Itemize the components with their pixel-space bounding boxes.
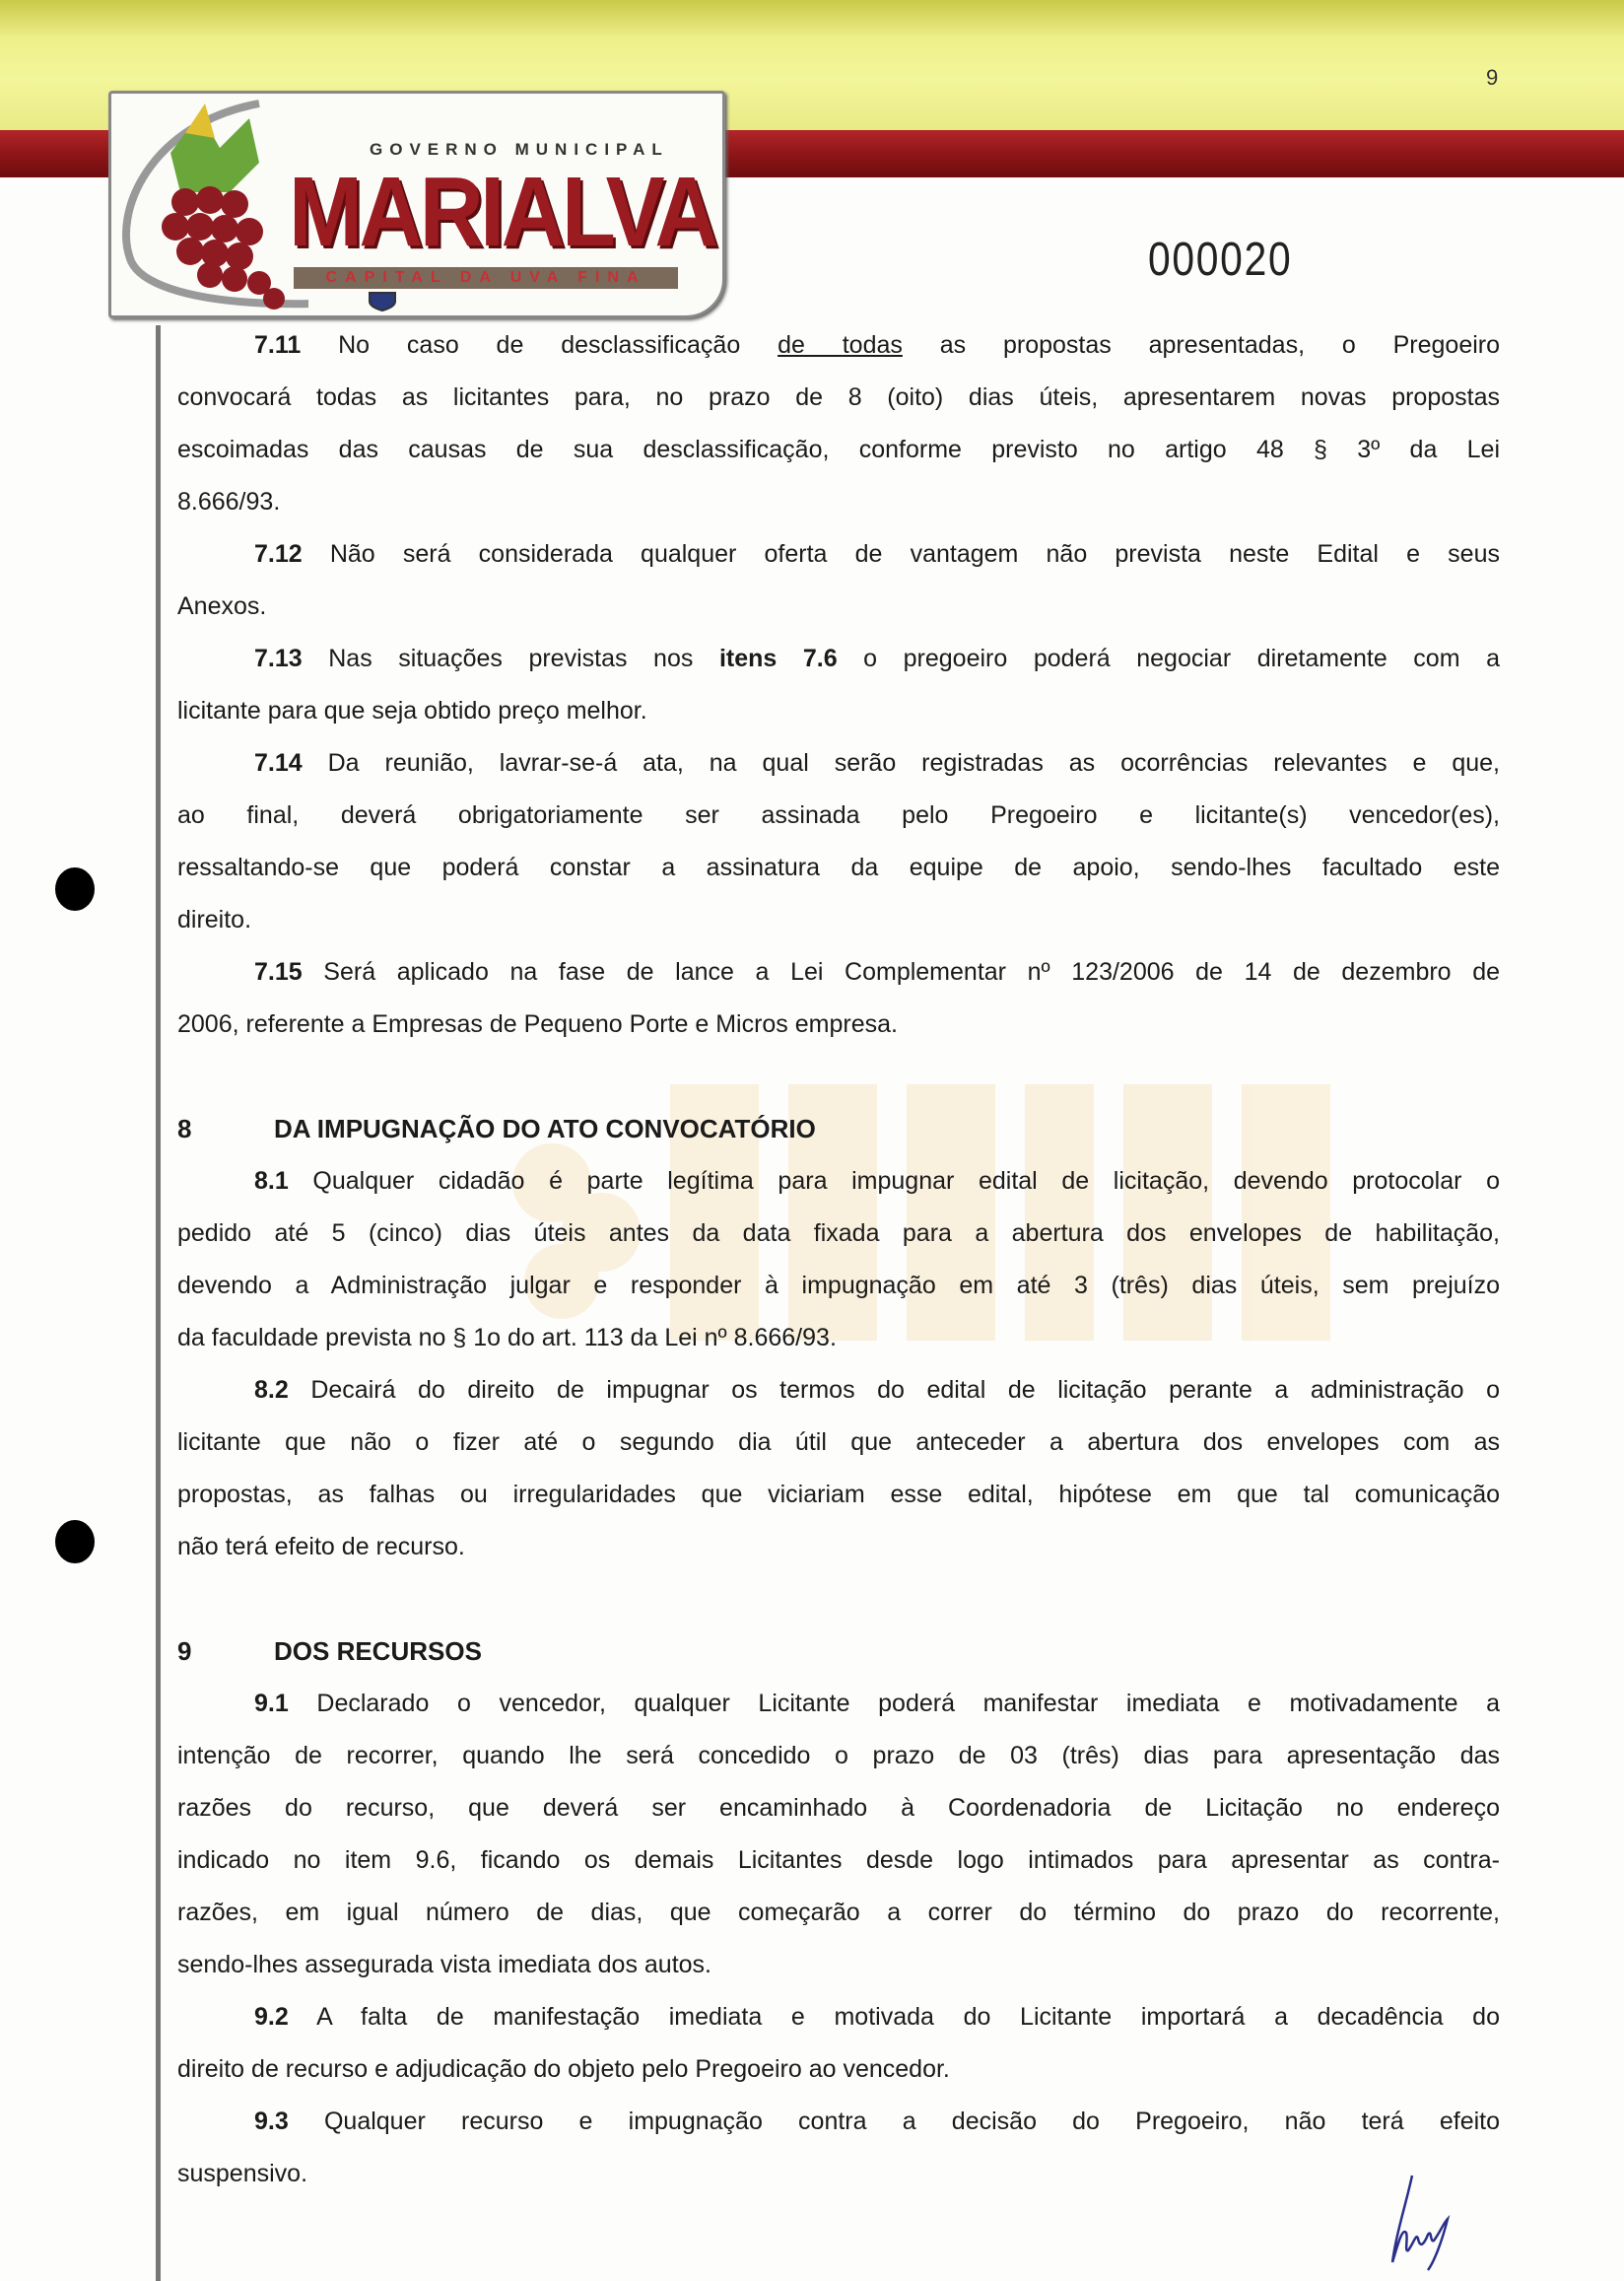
text-segment: Da reunião, lavrar-se-á ata, na qual serão registradas as ocorrências relevantes e que,	[327, 749, 1500, 777]
text-segment: razões, em igual número de dias, que começarão a correr do término do prazo do recorrente,	[177, 1899, 1500, 1926]
text-segment: convocará todas as licitantes para, no prazo de 8 (oito) dias úteis, apresentarem novas propostas	[177, 383, 1500, 411]
clause-number: 7.15	[254, 958, 303, 986]
section-heading	[177, 1625, 1500, 1678]
text-segment: No caso de desclassificação	[338, 331, 778, 359]
text-segment: Não será considerada qualquer oferta de vantagem não prevista neste Edital e seus	[329, 540, 1500, 568]
paragraph-line	[177, 476, 1500, 528]
text-segment: ao final, deverá obrigatoriamente ser assinada pelo Pregoeiro e licitante(s) vencedor(es),	[177, 801, 1500, 829]
clause-number: 7.14	[254, 749, 303, 777]
punch-hole	[55, 867, 95, 911]
text-segment: as propostas apresentadas, o Pregoeiro	[902, 331, 1501, 359]
paragraph-line	[177, 685, 1500, 737]
signature	[1385, 2174, 1503, 2272]
text-segment: licitante para que seja obtido preço melhor.	[177, 697, 647, 725]
text-segment: Qualquer cidadão é parte legítima para impugnar edital de licitação, devendo protocolar o	[312, 1167, 1500, 1195]
section-heading	[177, 1103, 1500, 1155]
paragraph-line	[177, 1312, 1500, 1364]
paragraph-line	[177, 1364, 1500, 1417]
paragraph-line	[177, 2148, 1500, 2200]
text-segment: indicado no item 9.6, ficando os demais Licitantes desde logo intimados para apresentar as contra-	[177, 1846, 1500, 1874]
paragraph-line	[177, 790, 1500, 842]
clause-number: 9.2	[254, 2003, 289, 2031]
emphasized-text: itens 7.6	[718, 645, 838, 672]
clause-number: 9.3	[254, 2108, 289, 2135]
paragraph-line	[177, 1678, 1500, 1730]
clause-number: 8.2	[254, 1376, 289, 1404]
section-title: DA IMPUGNAÇÃO DO ATO CONVOCATÓRIO	[274, 1114, 816, 1143]
text-segment: suspensivo.	[177, 2160, 308, 2187]
text-segment: da faculdade prevista no § 1o do art. 113 da Lei nº 8.666/93.	[177, 1324, 837, 1351]
text-segment: direito de recurso e adjudicação do objeto pelo Pregoeiro ao vencedor.	[177, 2055, 950, 2083]
text-segment: Declarado o vencedor, qualquer Licitante poderá manifestar imediata e motivadamente a	[316, 1690, 1500, 1717]
paragraph-line	[177, 1208, 1500, 1260]
paragraph-line	[177, 1521, 1500, 1573]
text-segment: Anexos.	[177, 592, 267, 620]
text-segment: propostas, as falhas ou irregularidades que viciariam esse edital, hipótese em que tal comunicação	[177, 1481, 1500, 1508]
paragraph-line	[177, 1991, 1500, 2043]
paragraph-line	[177, 372, 1500, 424]
paragraph-line	[177, 1782, 1500, 1834]
coat-of-arms-icon	[366, 290, 399, 311]
text-segment: escoimadas das causas de sua desclassificação, conforme previsto no artigo 48 § 3º da Lei	[177, 436, 1500, 463]
paragraph-line	[177, 999, 1500, 1051]
paragraph-line	[177, 842, 1500, 894]
logo-city-name: MARIALVA	[289, 157, 715, 267]
page-number: 9	[1486, 65, 1499, 90]
paragraph-line	[177, 633, 1500, 685]
clause-number: 8.1	[254, 1167, 289, 1195]
paragraph-line	[177, 1469, 1500, 1521]
text-segment: 8.666/93.	[177, 488, 281, 516]
text-segment: intenção de recorrer, quando lhe será concedido o prazo de 03 (três) dias para apresentação das	[177, 1742, 1500, 1769]
paragraph-line	[177, 528, 1500, 581]
text-segment: Decairá do direito de impugnar os termos do edital de licitação perante a administração o	[310, 1376, 1500, 1404]
paragraph-line	[177, 319, 1500, 372]
text-segment: A falta de manifestação imediata e motivada do Licitante importará a decadência do	[316, 2003, 1500, 2031]
paragraph-line	[177, 737, 1500, 790]
paragraph-line	[177, 581, 1500, 633]
margin-line	[156, 325, 161, 2281]
document-body	[177, 319, 1500, 2200]
text-segment: Será aplicado na fase de lance a Lei Complementar nº 123/2006 de 14 de dezembro de	[323, 958, 1500, 986]
section-number: 8	[177, 1114, 192, 1143]
paragraph-line	[177, 1417, 1500, 1469]
section-title: DOS RECURSOS	[274, 1636, 482, 1666]
text-segment: licitante que não o fizer até o segundo dia útil que anteceder a abertura dos envelopes com as	[177, 1428, 1500, 1456]
paragraph-line	[177, 946, 1500, 999]
paragraph-line	[177, 1260, 1500, 1312]
clause-number: 7.11	[254, 331, 302, 359]
text-segment: direito.	[177, 906, 252, 933]
text-segment: Qualquer recurso e impugnação contra a decisão do Pregoeiro, não terá efeito	[323, 2108, 1501, 2135]
paragraph-line	[177, 1834, 1500, 1887]
logo-tagline: CAPITAL DA UVA FINA	[294, 267, 678, 289]
text-segment: Nas situações previstas nos	[328, 645, 719, 672]
paragraph-line	[177, 2043, 1500, 2096]
municipal-logo	[108, 91, 725, 318]
paragraph-line	[177, 894, 1500, 946]
paragraph-line	[177, 424, 1500, 476]
grape-bunch-icon	[111, 94, 308, 315]
emphasized-text: de todas	[778, 331, 903, 359]
text-segment: não terá efeito de recurso.	[177, 1533, 465, 1560]
paragraph-line	[177, 2096, 1500, 2148]
text-segment: sendo-lhes assegurada vista imediata dos autos.	[177, 1951, 711, 1978]
paragraph-line	[177, 1730, 1500, 1782]
document-stamp-number: 000020	[1148, 234, 1293, 286]
logo-government-label: GOVERNO MUNICIPAL	[370, 140, 669, 159]
section-number: 9	[177, 1636, 192, 1666]
text-segment: o pregoeiro poderá negociar diretamente com a	[837, 645, 1500, 672]
text-segment: devendo a Administração julgar e responder à impugnação em até 3 (três) dias úteis, sem prejuízo	[177, 1272, 1500, 1299]
text-segment: 2006, referente a Empresas de Pequeno Porte e Micros empresa.	[177, 1010, 898, 1038]
paragraph-line	[177, 1887, 1500, 1939]
text-segment: ressaltando-se que poderá constar a assinatura da equipe de apoio, sendo-lhes facultado este	[177, 854, 1500, 881]
clause-number: 7.13	[254, 645, 303, 672]
clause-number: 7.12	[254, 540, 303, 568]
clause-number: 9.1	[254, 1690, 289, 1717]
punch-hole	[55, 1520, 95, 1563]
text-segment: razões do recurso, que deverá ser encaminhado à Coordenadoria de Licitação no endereço	[177, 1794, 1500, 1822]
paragraph-line	[177, 1939, 1500, 1991]
text-segment: pedido até 5 (cinco) dias úteis antes da data fixada para a abertura dos envelopes de habilitação,	[177, 1219, 1500, 1247]
paragraph-line	[177, 1155, 1500, 1208]
